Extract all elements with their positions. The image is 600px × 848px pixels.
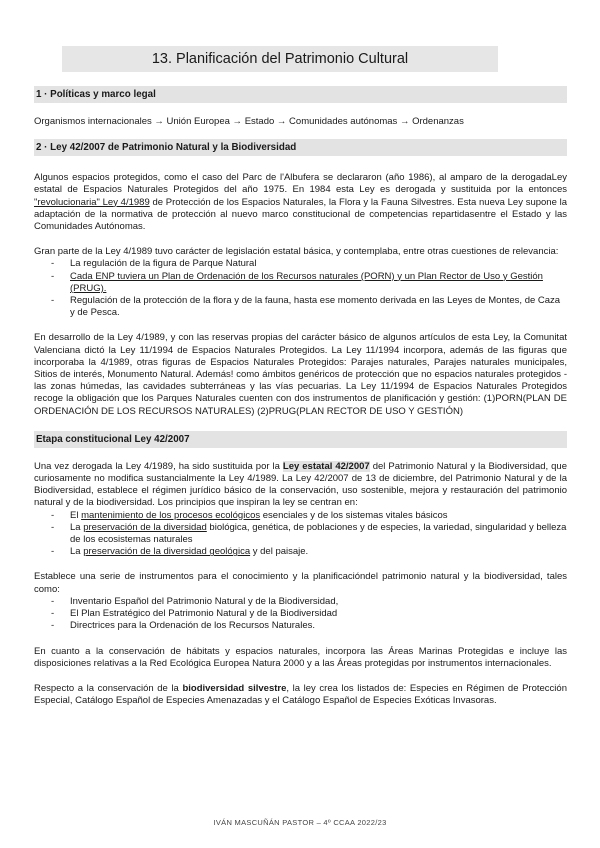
instruments-list [34, 596, 567, 633]
paragraph-instrumentos: Establece una serie de instrumentos para el conocimiento y la planificacióndel patrimonio natural y la biodiversidad, tales como: [34, 571, 567, 595]
list-item: - El Plan Estratégico del Patrimonio Natural y de la Biodiversidad [51, 608, 338, 620]
paragraph-ley-11-1994: En desarrollo de la Ley 4/1989, y con las reservas propias del carácter básico de algunos artículos de esta Ley, la Comunitat Valenciana dictó la Ley 11/1994 de Espacios Naturales Protegidos. La Ley 11/1994 incorpora, además de las figuras que incorporaba la 4/1989, otras figuras de Espacios Naturales Protegidos: Parajes naturales, Parajes naturales municipales, Sitios de interés, Monumento Natural. Además! como ámbitos genéricos de protección que no espacios naturales protegidos -las zonas húmedas, las cavidades subterráneas y las vías pecuarias. La Ley 11/1994 de Espacios Naturales Protegidos recoge la obligación que los Parques Naturales cuenten con dos instrumentos de planificación y gestión: (1)PORN(PLAN DE ORDENACIÓN DE LOS RECURSOS NATURALES) (2)PRUG(PLAN RECTOR DE USO Y GESTIÓN) [34, 332, 567, 417]
list-item: - Inventario Español del Patrimonio Natural y de la Biodiversidad, [51, 595, 339, 607]
paragraph-habitats: En cuanto a la conservación de hábitats y espacios naturales, incorpora las Áreas Marinas Protegidas e incluye las disposiciones relativas a la Red Ecológica Europea Natura 2000 y a las Áreas protegidas por instrumentos internacionales. [34, 645, 567, 669]
list-item: - Cada ENP tuviera un Plan de Ordenación de los Recursos naturales (PORN) y un Plan Rector de Uso y Gestión (PRUG). [51, 270, 543, 294]
governance-chain: Organismos internacionales → Unión Europea → Estado → Comunidades autónomas → Ordenanzas [34, 116, 464, 127]
section-heading-politicas: 1 · Políticas y marco legal [34, 86, 567, 103]
paragraph-biodiversidad: Respecto a la conservación de la biodiversidad silvestre, la ley crea los listados de: Especies en Régimen de Protección Especial, Catálogo Español de Especies Amenazadas y el Catálogo Español de Especies Exóticas Invasoras. [34, 682, 567, 707]
ley-estatal-highlight: Ley estatal 42/2007 [282, 460, 370, 472]
list-item: - La preservación de la diversidad biológica, genética, de poblaciones y de especies, la variedad, singularidad y belleza de los ecosistemas naturales [51, 521, 567, 546]
ley-4-1989-list [34, 258, 567, 319]
principles-list [34, 510, 567, 559]
ley-4-1989-link[interactable]: "revolucionaria" Ley 4/1989 [34, 196, 150, 208]
document-page [34, 46, 567, 707]
list-item: - Directrices para la Ordenación de los Recursos Naturales. [51, 620, 315, 632]
paragraph-albufera: Algunos espacios protegidos, como el caso del Parc de l'Albufera se declararon (año 1986), al amparo de la derogadaLey estatal de Espacios Naturales Protegidos del año 1975. En 1984 esta Ley es derogada y sustituida por la entonces "revolucionaria" Ley 4/1989 de Protección de los Espacios Naturales, la Flora y la Fauna Silvestres. Esta nueva Ley supone la adaptación de la normativa de protección al nuevo marco constitucional de competencias repartidasentre el Estado y las Comunidades Autónomas. [34, 172, 567, 233]
list-item: - Regulación de la protección de la flora y de la fauna, hasta ese momento derivada en las Leyes de Montes, de Caza y de Pesca. [51, 295, 561, 319]
section-heading-etapa-constitucional: Etapa constitucional Ley 42/2007 [34, 431, 567, 448]
list-item: - La preservación de la diversidad geológica y del paisaje. [51, 546, 309, 558]
list-item: - La regulación de la figura de Parque Natural [51, 258, 257, 270]
paragraph-ley-4-1989: Gran parte de la Ley 4/1989 tuvo carácter de legislación estatal básica, y contemplaba, entre otras cuestiones de relevancia: [34, 246, 559, 258]
list-item: - El mantenimiento de los procesos ecológicos esenciales y de los sistemas vitales básicos [51, 509, 448, 521]
section-heading-ley-42-2007: 2 · Ley 42/2007 de Patrimonio Natural y la Biodiversidad [34, 139, 567, 156]
paragraph-ley-42-2007: Una vez derogada la Ley 4/1989, ha sido sustituida por la Ley estatal 42/2007 del Patrimonio Natural y la Biodiversidad, que curiosamente no modifica sustancialmente la Ley 4/1989. La Ley 42/2007 de 13 de diciembre, del Patrimonio Natural y de la Biodiversidad, establece el régimen jurídico básico de la conservación, uso sostenible, mejora y restauración del patrimonio natural y de la biodiversidad. Los principios que inspiran la ley se centran en: [34, 460, 567, 509]
page-footer: IVÁN MASCUÑÁN PASTOR – 4º CCAA 2022/23 [213, 818, 387, 827]
page-title: 13. Planificación del Patrimonio Cultural [62, 46, 498, 72]
